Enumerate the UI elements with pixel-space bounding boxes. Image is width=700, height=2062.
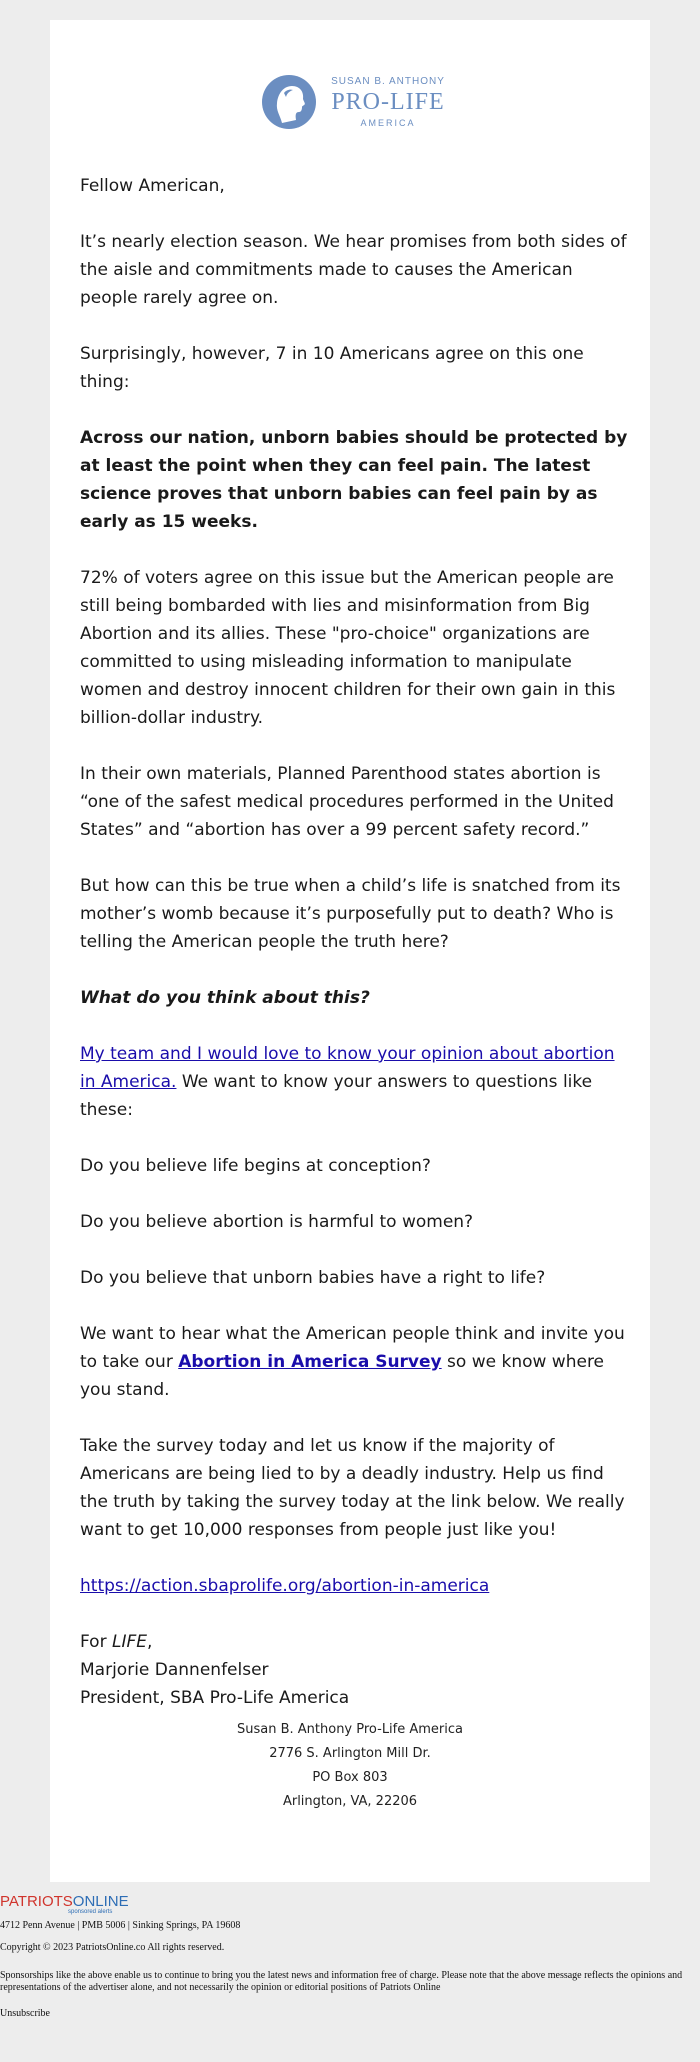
org-address: [50, 1718, 650, 1814]
patriots-online-logo: [0, 1893, 700, 1920]
footer-unsubscribe-line: [0, 2008, 700, 2020]
address-org: Susan B. Anthony Pro-Life America: [236, 1722, 463, 1737]
closing-emphasis: LIFE: [111, 1632, 147, 1652]
address-street: 2776 S. Arlington Mill Dr.: [269, 1746, 431, 1761]
paragraph: [80, 1320, 630, 1404]
paragraph: Surprisingly, however, 7 in 10 Americans agree on this one thing:: [80, 344, 584, 392]
logo-patriots: PATRIOTS: [0, 1893, 73, 1910]
unsubscribe-link[interactable]: Unsubscribe: [0, 2008, 50, 2019]
logo-online: ONLINE: [72, 1893, 129, 1910]
footer-sponsorship-note: Sponsorships like the above enable us to continue to bring you the latest news and information free of charge. Please note that the above message reflects the opinions and representations of the advertiser alone, and not necessarily the opinion or editorial positions of Patriots Online: [0, 1970, 683, 1993]
logo-mid-line: PRO-LIFE: [331, 89, 445, 115]
url-paragraph: [80, 1572, 630, 1600]
footer-address: 4712 Penn Avenue | PMB 5006 | Sinking Springs, PA 19608: [0, 1920, 241, 1931]
email-footer: [0, 1893, 700, 2020]
signature-closing: [80, 1628, 630, 1656]
survey-question: Do you believe that unborn babies have a right to life?: [80, 1268, 546, 1288]
email-card: [50, 20, 650, 1882]
paragraph: In their own materials, Planned Parenthood states abortion is “one of the safest medical procedures performed in the United States” and “abortion has over a 99 percent safety record.”: [80, 764, 614, 840]
survey-url-link[interactable]: https://action.sbaprolife.org/abortion-in-america: [80, 1576, 490, 1596]
survey-question: Do you believe abortion is harmful to women?: [80, 1212, 474, 1232]
address-city: Arlington, VA, 22206: [282, 1794, 418, 1809]
signature: [80, 1628, 630, 1712]
signature-title: President, SBA Pro-Life America: [80, 1688, 350, 1708]
footer-copyright: Copyright © 2023 PatriotsOnline.co All rights reserved.: [0, 1942, 225, 1953]
closing-text: For: [80, 1632, 112, 1652]
paragraph: 72% of voters agree on this issue but the American people are still being bombarded with lies and misinformation from Big Abortion and its allies. These "pro-choice" organizations are committed to using misleading information to manipulate women and destroy innocent children for their own gain in this billion-dollar industry.: [80, 568, 616, 728]
sba-logo: [260, 70, 450, 140]
survey-link[interactable]: Abortion in America Survey: [178, 1352, 442, 1372]
bold-paragraph: Across our nation, unborn babies should be protected by at least the point when they can feel pain. The latest science proves that unborn babies can feel pain by as early as 15 weeks.: [80, 428, 628, 532]
paragraph-text: We want to hear what the American people think and invite you to take our: [80, 1324, 625, 1372]
question-heading: What do you think about this?: [80, 988, 370, 1008]
logo-bottom-line: AMERICA: [360, 118, 416, 128]
logo-top-line: SUSAN B. ANTHONY: [331, 76, 445, 87]
opinion-link[interactable]: My team and I would love to know your opinion about abortion in America.: [80, 1044, 615, 1092]
sba-portrait-icon: [260, 73, 318, 131]
address-pobox: PO Box 803: [312, 1770, 388, 1785]
signature-name: Marjorie Dannenfelser: [80, 1660, 269, 1680]
paragraph: But how can this be true when a child’s life is snatched from its mother’s womb because it’s purposefully put to death? Who is telling the American people the truth here?: [80, 876, 621, 952]
paragraph-text: We want to know your answers to questions like these:: [80, 1072, 593, 1120]
paragraph-text: so we know where you stand.: [80, 1352, 605, 1400]
letter-body: [80, 172, 630, 1712]
logo-sponsored-alerts: sponsored alerts: [68, 1909, 113, 1915]
greeting: Fellow American,: [80, 176, 225, 196]
paragraph: Take the survey today and let us know if the majority of Americans are being lied to by a deadly industry. Help us find the truth by taking the survey today at the link below. We really want to get 10,000 responses from people just like you!: [80, 1436, 625, 1540]
survey-question: Do you believe life begins at conception?: [80, 1156, 431, 1176]
paragraph: It’s nearly election season. We hear promises from both sides of the aisle and commitments made to causes the American people rarely agree on.: [80, 232, 627, 308]
closing-comma: ,: [146, 1632, 153, 1652]
paragraph: [80, 1040, 630, 1124]
